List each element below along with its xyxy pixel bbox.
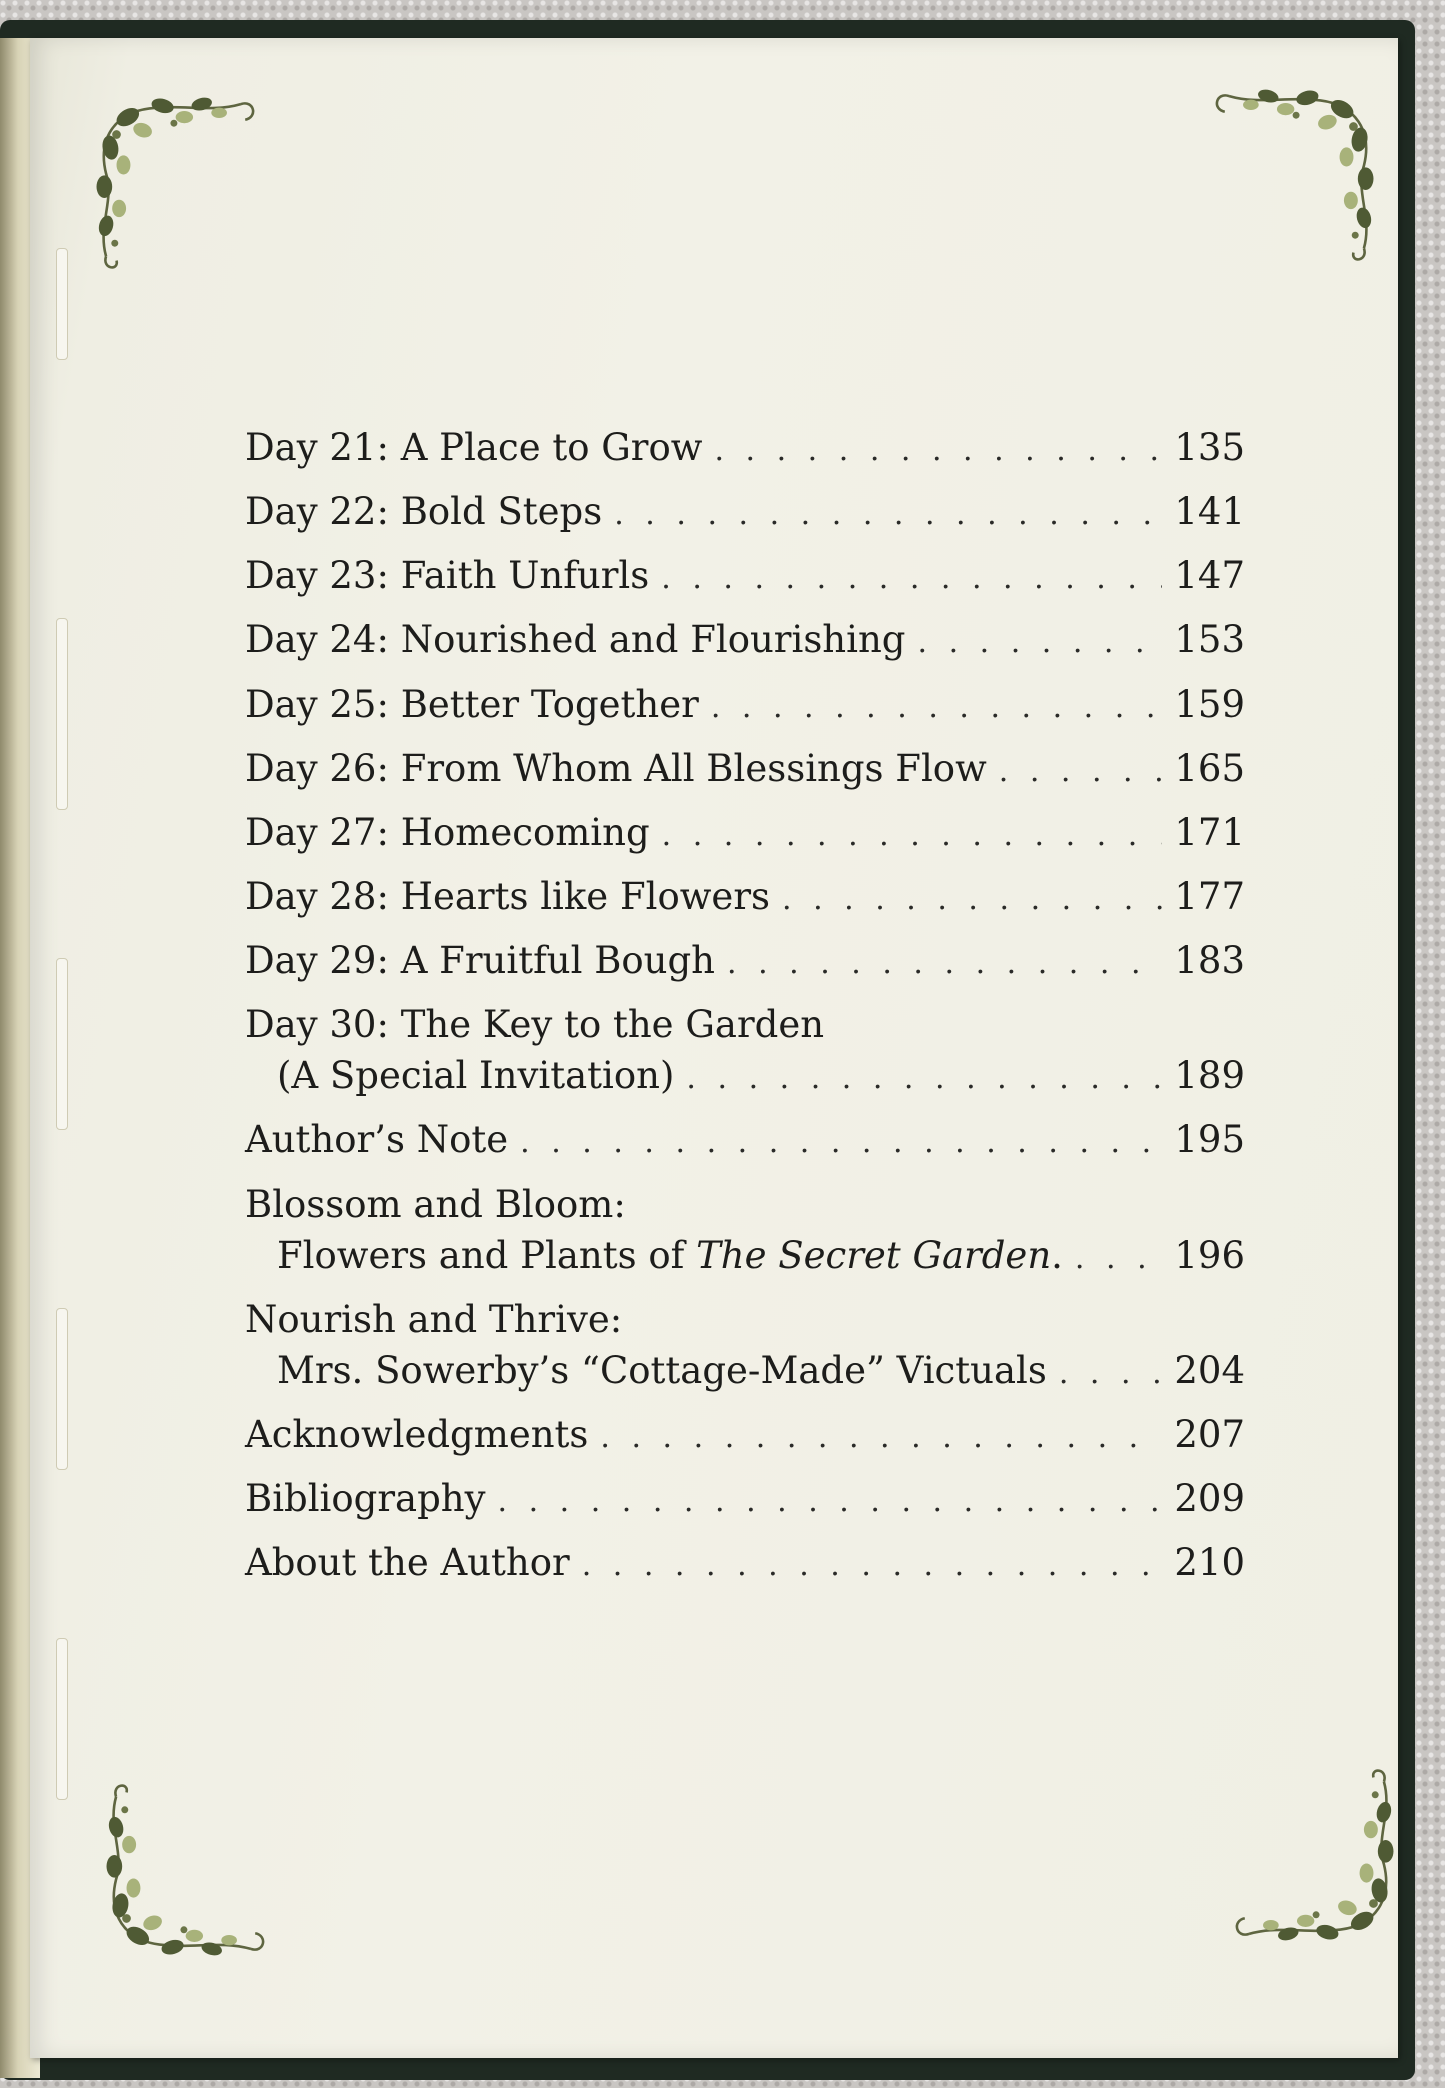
toc-entry-label: Nourish and Thrive:	[245, 1297, 623, 1341]
toc-entry-label: Day 30: The Key to the Garden	[245, 1003, 825, 1047]
toc-entry	[245, 810, 1245, 855]
book-title: The Secret Garden	[696, 1233, 1052, 1277]
toc-entry-page: 195	[1174, 1118, 1245, 1162]
toc-entry-page: 204	[1174, 1348, 1245, 1392]
toc-entry-label: Day 25: Better Together	[245, 682, 699, 726]
toc-entry-page: 165	[1174, 746, 1245, 790]
toc-dot-leader	[600, 1420, 1162, 1457]
binding-stitch	[56, 248, 68, 360]
binding-stitch	[56, 1638, 68, 1800]
toc-entry	[245, 425, 1245, 470]
toc-entry-label: Day 29: A Fruitful Bough	[245, 939, 715, 982]
toc-entry-sublabel	[277, 1233, 1063, 1278]
toc-entry-label: Day 23: Faith Unfurls	[245, 554, 650, 598]
toc-dot-leader	[661, 561, 1162, 598]
toc-entry-label: Day 21: A Place to Grow	[245, 426, 703, 469]
toc-entry	[245, 874, 1245, 919]
toc-dot-leader	[686, 1061, 1162, 1098]
toc-entry-page: 153	[1174, 618, 1245, 662]
toc-entry	[245, 553, 1245, 598]
toc-entry-sublabel: (A Special Invitation)	[277, 1054, 675, 1098]
toc-dot-leader	[711, 690, 1163, 727]
toc-entry-label: Blossom and Bloom:	[245, 1182, 626, 1226]
toc-entry-page: 183	[1174, 939, 1245, 982]
toc-entry-nourish	[245, 1297, 1245, 1393]
toc-entry	[245, 746, 1245, 791]
toc-dot-leader	[1059, 1356, 1163, 1393]
toc-dot-leader	[918, 625, 1163, 662]
binding-stitch	[56, 958, 68, 1130]
toc-entry-label: Day 27: Homecoming	[245, 810, 650, 854]
toc-entry-author-note	[245, 1117, 1245, 1162]
toc-entry-label: Bibliography	[245, 1477, 486, 1521]
toc-entry	[245, 489, 1245, 534]
toc-entry	[245, 1412, 1245, 1457]
toc-dot-leader	[520, 1125, 1162, 1162]
toc-dot-leader	[614, 497, 1162, 534]
toc-entry-page: 135	[1174, 426, 1245, 469]
toc-entry-page: 171	[1174, 810, 1245, 854]
toc-entry-label: Day 26: From Whom All Blessings Flow	[245, 746, 987, 790]
toc-entry-label: Day 22: Bold Steps	[245, 490, 603, 534]
toc-dot-leader	[782, 882, 1162, 919]
toc-entry-page: 196	[1174, 1233, 1245, 1277]
toc-entry-day30	[245, 1002, 1245, 1098]
toc-entry-page: 189	[1174, 1054, 1245, 1098]
toc-dot-leader	[662, 818, 1163, 855]
toc-entry-page: 141	[1174, 490, 1245, 534]
vine-corner-icon	[1190, 70, 1390, 270]
toc-entry-page: 210	[1174, 1541, 1245, 1585]
toc-entry-page: 209	[1174, 1477, 1245, 1521]
toc-entry-page: 147	[1174, 554, 1245, 598]
vine-corner-icon	[80, 78, 280, 278]
binding-stitch	[56, 1308, 68, 1470]
toc-sublabel-prefix: Flowers and Plants of	[277, 1233, 697, 1277]
vine-corner-icon	[90, 1775, 290, 1975]
toc-sublabel-suffix: .	[1051, 1233, 1063, 1277]
toc-entry-label: Day 28: Hearts like Flowers	[245, 874, 770, 918]
toc-dot-leader	[1075, 1241, 1162, 1278]
toc-entry	[245, 1540, 1245, 1585]
toc-entry	[245, 682, 1245, 727]
toc-entry	[245, 617, 1245, 662]
table-of-contents	[245, 425, 1245, 1604]
toc-entry-page: 207	[1174, 1413, 1245, 1456]
toc-dot-leader	[498, 1484, 1163, 1521]
toc-entry	[245, 938, 1245, 983]
vine-corner-icon	[1210, 1760, 1410, 1960]
toc-entry-label: Author’s Note	[245, 1118, 509, 1162]
toc-entry-page: 177	[1174, 874, 1245, 918]
toc-dot-leader	[999, 754, 1163, 791]
toc-entry-label: About the Author	[245, 1541, 570, 1585]
toc-dot-leader	[727, 946, 1162, 983]
toc-entry-label: Day 24: Nourished and Flourishing	[245, 618, 906, 662]
toc-dot-leader	[582, 1548, 1163, 1585]
toc-dot-leader	[714, 433, 1162, 470]
binding-stitch	[56, 618, 68, 810]
toc-entry-sublabel: Mrs. Sowerby’s “Cottage-Made” Victuals	[277, 1348, 1047, 1392]
toc-entry-page: 159	[1174, 682, 1245, 726]
toc-entry-label: Acknowledgments	[245, 1413, 589, 1456]
toc-entry-blossom	[245, 1182, 1245, 1278]
toc-entry	[245, 1476, 1245, 1521]
